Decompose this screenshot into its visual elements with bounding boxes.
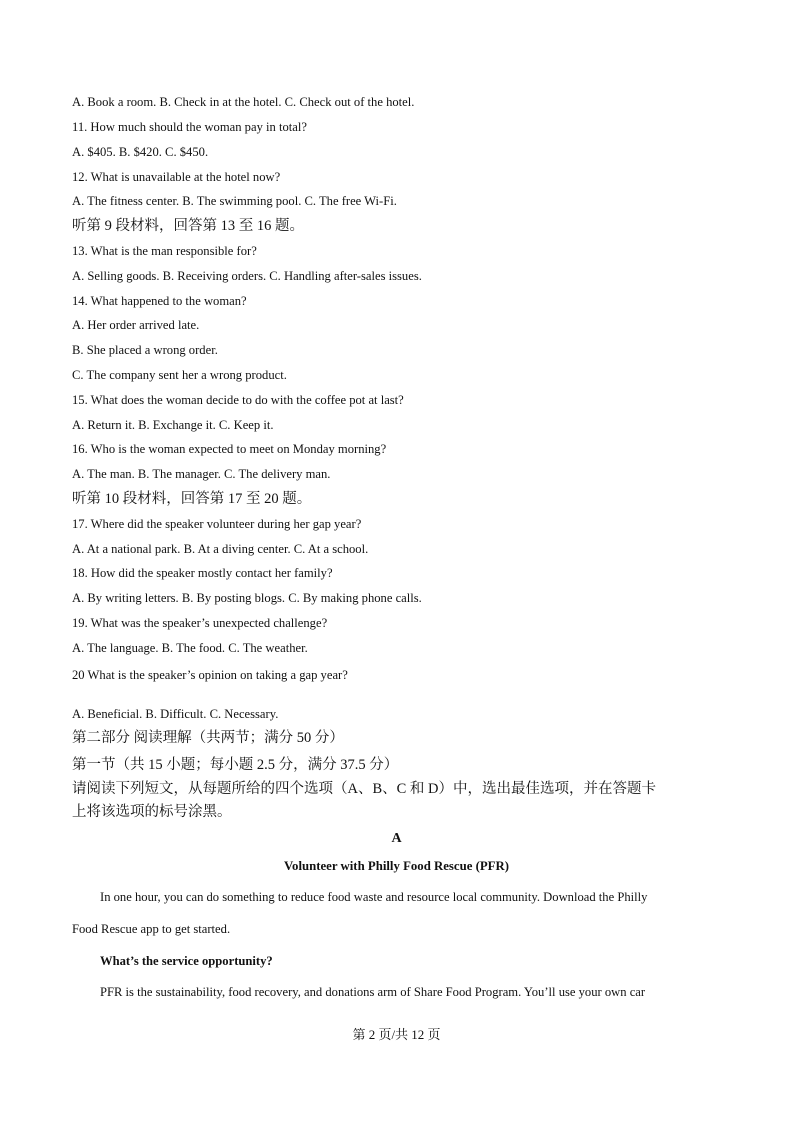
options-17: A. At a national park. B. At a diving center. C. At a school. <box>72 542 369 556</box>
options-20: A. Beneficial. B. Difficult. C. Necessary. <box>72 707 279 721</box>
question-19: 19. What was the speaker’s unexpected challenge? <box>72 616 328 630</box>
option-14b: B. She placed a wrong order. <box>72 343 218 357</box>
option-14a: A. Her order arrived late. <box>72 318 200 332</box>
section-9-heading: 听第 9 段材料，回答第 13 至 16 题。 <box>72 218 304 234</box>
question-18: 18. How did the speaker mostly contact her family? <box>72 566 333 580</box>
options-13: A. Selling goods. B. Receiving orders. C. Handling after-sales issues. <box>72 269 422 283</box>
option-14c: C. The company sent her a wrong product. <box>72 368 287 382</box>
options-19: A. The language. B. The food. C. The weather. <box>72 641 308 655</box>
passage-letter: A <box>391 831 402 846</box>
section-one-heading: 第一节（共 15 小题；每小题 2.5 分，满分 37.5 分） <box>72 757 399 773</box>
section-10-heading: 听第 10 段材料，回答第 17 至 20 题。 <box>72 491 312 507</box>
options-11: A. $405. B. $420. C. $450. <box>72 145 209 159</box>
passage-para1-line2: Food Rescue app to get started. <box>72 922 231 936</box>
options-16: A. The man. B. The manager. C. The delivery man. <box>72 467 331 481</box>
question-15: 15. What does the woman decide to do with the coffee pot at last? <box>72 393 404 407</box>
question-12: 12. What is unavailable at the hotel now? <box>72 170 281 184</box>
passage-para1-line1: In one hour, you can do something to reduce food waste and resource local community. Download the Philly <box>100 890 648 904</box>
passage-para2-line1: PFR is the sustainability, food recovery, and donations arm of Share Food Program. You’ll use your own car <box>100 985 646 999</box>
options-18: A. By writing letters. B. By posting blogs. C. By making phone calls. <box>72 591 422 605</box>
options-15: A. Return it. B. Exchange it. C. Keep it. <box>72 418 274 432</box>
question-14: 14. What happened to the woman? <box>72 294 247 308</box>
part-two-heading: 第二部分 阅读理解（共两节；满分 50 分） <box>72 730 344 746</box>
question-16: 16. Who is the woman expected to meet on Monday morning? <box>72 442 387 456</box>
question-13: 13. What is the man responsible for? <box>72 244 257 258</box>
instructions-line-2: 上将该选项的标号涂黑。 <box>72 804 232 820</box>
question-17: 17. Where did the speaker volunteer during her gap year? <box>72 517 362 531</box>
question-20: 20 What is the speaker’s opinion on taking a gap year? <box>72 668 348 682</box>
options-12: A. The fitness center. B. The swimming pool. C. The free Wi-Fi. <box>72 194 397 208</box>
instructions-line-1: 请阅读下列短文，从每题所给的四个选项（A、B、C 和 D）中，选出最佳选项，并在答题卡 <box>72 781 657 797</box>
page-footer: 第 2 页/共 12 页 <box>352 1027 441 1042</box>
line-1: A. Book a room. B. Check in at the hotel. C. Check out of the hotel. <box>72 95 415 109</box>
passage-subheading: What’s the service opportunity? <box>100 954 273 968</box>
passage-title: Volunteer with Philly Food Rescue (PFR) <box>283 859 509 873</box>
question-11: 11. How much should the woman pay in total? <box>72 120 307 134</box>
